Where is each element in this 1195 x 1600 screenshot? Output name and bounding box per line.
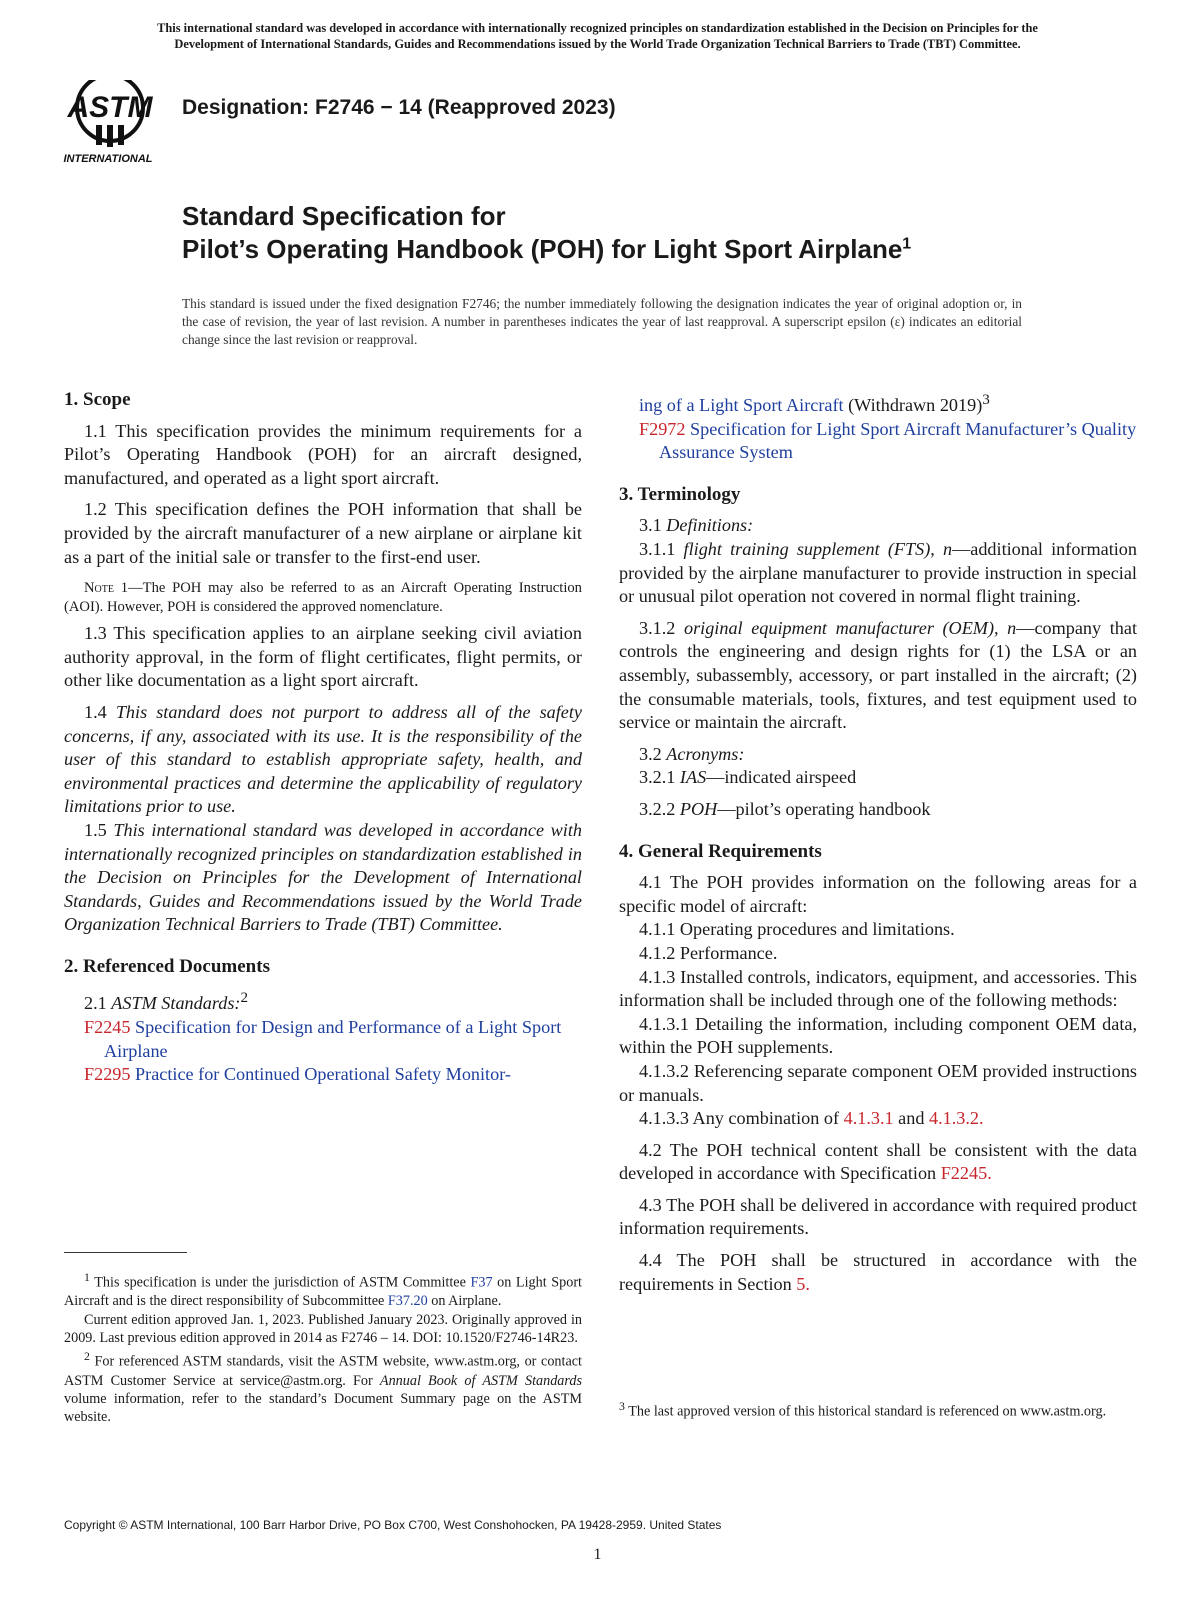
note-1-label: Note 1 [84, 580, 129, 597]
xref-4-1-3-1[interactable]: 4.1.3.1 [843, 1108, 894, 1129]
paragraph-1-3: 1.3 This specification applies to an airplane seeking civil aviation authority approval, in the form of flight certificates, flight permits, or other like documentation as a light sport aircraft. [64, 623, 582, 691]
footnotes-right [619, 1397, 1137, 1421]
reference-f2295-title-cont[interactable]: ing of a Light Sport Aircraft [639, 395, 844, 416]
paragraph-4-3: 4.3 The POH shall be delivered in accordance with required product information requirements. [619, 1194, 1137, 1239]
paragraph-1-5-text: This international standard was developed in accordance with internationally recognized principles on standardization established in the Decision on Principles for the Development of International Standards, Guides and Recommendations issued by the World Trade Organization Technical Barriers to Trade (TBT) Committee. [64, 819, 583, 935]
paragraph-4-1-3-3-end: . [978, 1108, 984, 1129]
footnotes-left [64, 1268, 582, 1427]
paragraph-3-2-text: Acronyms: [666, 743, 745, 764]
term-poh: POH [679, 798, 718, 819]
paragraph-3-1-number: 3.1 [639, 515, 662, 536]
footnote-2-text-a: For referenced ASTM standards, visit the ASTM website, www.astm.org, or contact ASTM Customer Service at service@astm.org. For [64, 1354, 582, 1389]
page-number: 1 [593, 1546, 602, 1563]
footnote-1-text-c: on Airplane. [427, 1293, 502, 1310]
intl-note-line-1: This international standard was developed in accordance with internationally recognized principles on standardization established in the Decision on Principles for the [157, 21, 1038, 35]
footnote-1-edition: Current edition approved Jan. 1, 2023. Published January 2023. Originally approved in 2009. Last previous edition approved in 2014 as F2746 – 14. DOI: 10.1520/F2746-14R23. [64, 1311, 582, 1346]
reference-f2295-title[interactable]: Practice for Continued Operational Safety Monitor- [135, 1064, 511, 1085]
paragraph-4-4-end: . [805, 1273, 810, 1294]
left-column [64, 388, 582, 1087]
xref-section-5[interactable]: 5 [796, 1273, 806, 1294]
paragraph-2-1-number: 2.1 [84, 993, 107, 1014]
paragraph-3-1-text: Definitions: [666, 515, 754, 536]
title-line-2-text: Pilot’s Operating Handbook (POH) for Light Sport Airplane [182, 234, 903, 264]
astm-logo-icon [60, 70, 170, 170]
footnote-divider [64, 1252, 187, 1253]
footnote-3-number: 3 [619, 1399, 625, 1413]
paragraph-3-2-2-number: 3.2.2 [639, 798, 676, 819]
paragraph-4-4-text: 4.4 The POH shall be structured in accordance with the requirements in Section [619, 1250, 1137, 1294]
title-line-2 [182, 233, 911, 266]
paragraph-3-2-number: 3.2 [639, 743, 662, 764]
paragraph-4-1-3-2: 4.1.3.2 Referencing separate component OEM provided instructions or manuals. [619, 1060, 1137, 1105]
copyright-line: Copyright © ASTM International, 100 Barr Harbor Drive, PO Box C700, West Conshohocken, PA 19428-2959. United States [64, 1518, 722, 1532]
subcommittee-f37-20-link[interactable]: F37.20 [387, 1293, 428, 1310]
committee-f37-link[interactable]: F37 [470, 1274, 493, 1291]
document-title [182, 200, 911, 266]
paragraph-3-1-1 [619, 538, 1137, 609]
reference-f2245-title[interactable]: Specification for Design and Performance of a Light Sport Airplane [104, 1017, 562, 1061]
footnote-1-text-a: This specification is under the jurisdiction of ASTM Committee [89, 1274, 471, 1291]
paragraph-1-5-number: 1.5 [84, 819, 107, 840]
issued-note: This standard is issued under the fixed designation F2746; the number immediately following the designation indicates the year of original adoption or, in the case of revision, the year of last revision. A number in parentheses indicates the year of last reapproval. A superscript epsilon (ε) indicates an editorial change since the last revision or reapproval. [182, 296, 1022, 347]
paragraph-4-1-3-3 [619, 1107, 1137, 1131]
paragraph-4-1: 4.1 The POH provides information on the following areas for a specific model of aircraft: [619, 872, 1137, 916]
reference-f2295-code[interactable]: F2295 [84, 1064, 131, 1085]
paragraph-1-4 [64, 701, 582, 819]
title-footnote-mark[interactable]: 1 [902, 235, 912, 253]
footnote-1-text-b: on Light Sport Aircraft and is the direct responsibility of Subcommittee [64, 1274, 582, 1310]
reference-f2295-continued [619, 388, 1137, 418]
paragraph-4-1-1: 4.1.1 Operating procedures and limitations. [639, 919, 955, 940]
term-ias: IAS [679, 767, 707, 788]
reference-f2245 [64, 1016, 582, 1063]
reference-f2245-code[interactable]: F2245 [84, 1017, 131, 1038]
reference-f2295-withdrawn: (Withdrawn 2019) [843, 395, 983, 416]
reference-f2972 [619, 418, 1137, 465]
paragraph-3-1-2 [619, 617, 1137, 735]
section-4-heading: 4. General Requirements [619, 840, 822, 862]
reference-f2972-title[interactable]: Specification for Light Sport Aircraft Manufacturer’s Quality Assurance System [659, 418, 1137, 463]
paragraph-4-1-2: 4.1.2 Performance. [639, 942, 778, 963]
footnote-3-mark[interactable]: 3 [982, 391, 990, 408]
term-oem: original equipment manufacturer (OEM), n [683, 617, 1017, 638]
paragraph-4-1-3-3-mid: and [893, 1108, 929, 1129]
section-2-heading: 2. Referenced Documents [64, 955, 270, 977]
designation: Designation: F2746 − 14 (Reapproved 2023) [182, 96, 616, 119]
note-1 [64, 579, 582, 616]
paragraph-4-1-3-3-text: 4.1.3.3 Any combination of [639, 1108, 844, 1129]
paragraph-3-2-1-number: 3.2.1 [639, 767, 676, 788]
paragraph-3-2 [619, 743, 1137, 767]
right-column [619, 388, 1137, 1296]
paragraph-2-1-text: ASTM Standards: [111, 993, 241, 1014]
footnote-3 [619, 1397, 1137, 1421]
xref-4-1-3-2[interactable]: 4.1.3.2 [928, 1108, 979, 1129]
paragraph-3-2-2 [619, 798, 1137, 822]
definition-ias: —indicated airspeed [706, 767, 857, 788]
definition-poh: —pilot’s operating handbook [717, 798, 931, 819]
paragraph-4-1-3: 4.1.3 Installed controls, indicators, equipment, and accessories. This information shall be included through one of the following methods: [619, 966, 1137, 1011]
footnote-2-number: 2 [84, 1349, 90, 1364]
footnote-2 [64, 1347, 582, 1426]
paragraph-1-4-number: 1.4 [84, 701, 107, 722]
footnote-2-mark[interactable]: 2 [240, 989, 249, 1007]
intl-note-line-2: Development of International Standards, Guides and Recommendations issued by the World Trade Organization Technical Barriers to Trade (TBT) Committee. [174, 37, 1021, 51]
section-3-heading: 3. Terminology [619, 483, 741, 505]
xref-f2245[interactable]: F2245 [940, 1163, 988, 1184]
paragraph-4-4 [619, 1249, 1137, 1296]
footnote-2-text-b: volume information, refer to the standard’s Document Summary page on the ASTM website. [64, 1390, 582, 1426]
paragraph-4-2-text: 4.2 The POH technical content shall be consistent with the data developed in accordance with Specification [619, 1139, 1137, 1184]
astm-logo [60, 70, 170, 170]
footnote-1-number: 1 [84, 1270, 90, 1284]
international-standard-note [60, 20, 1135, 52]
paragraph-3-1 [619, 514, 1137, 538]
section-1-heading: 1. Scope [64, 389, 131, 410]
paragraph-4-1-3-1: 4.1.3.1 Detailing the information, including component OEM data, within the POH supplements. [619, 1013, 1137, 1058]
footnote-1 [64, 1268, 582, 1311]
definition-fts: —additional information provided by the airplane manufacturer to provide instruction in special or unusual pilot operation not covered in normal flight training. [619, 539, 1137, 607]
title-line-1: Standard Specification for [182, 201, 506, 231]
footnote-2-book-title: Annual Book of ASTM Standards [379, 1372, 582, 1389]
reference-f2295 [64, 1063, 582, 1087]
paragraph-3-1-2-number: 3.1.2 [639, 617, 676, 638]
logo-text: ASTM [67, 91, 153, 124]
term-fts: flight training supplement (FTS), n [683, 539, 953, 560]
paragraph-1-4-text: This standard does not purport to address all of the safety concerns, if any, associated with its use. It is the responsibility of the user of this standard to establish appropriate safety, health, and environmental practices and determine the applicability of regulatory limitations prior to use. [64, 701, 583, 817]
paragraph-1-1: 1.1 This specification provides the minimum requirements for a Pilot’s Operating Handbook (POH) for an aircraft designed, manufactured, and operated as a light sport aircraft. [64, 420, 582, 488]
paragraph-4-2-end: . [987, 1163, 992, 1184]
paragraph-3-2-1 [619, 766, 1137, 790]
paragraph-1-5 [64, 819, 582, 937]
note-1-text: —The POH may also be referred to as an Aircraft Operating Instruction (AOI). However, POH is considered the approved nomenclature. [64, 580, 582, 615]
definition-oem: —company that controls the engineering and design rights for (1) the LSA or an assembly, subassembly, accessory, or part installed in the aircraft; (2) the consumable materials, tools, fixtures, and test equipment used to service or maintain the aircraft. [619, 617, 1137, 733]
paragraph-2-1 [64, 986, 582, 1016]
paragraph-3-1-1-number: 3.1.1 [639, 539, 676, 560]
reference-f2972-code[interactable]: F2972 [639, 418, 686, 439]
paragraph-1-2: 1.2 This specification defines the POH information that shall be provided by the aircraft manufacturer of a new airplane or airplane kit as a part of the initial sale or transfer to the first-end user. [64, 499, 582, 567]
footnote-3-text: The last approved version of this historical standard is referenced on www.astm.org. [624, 1403, 1107, 1420]
paragraph-4-2 [619, 1139, 1137, 1186]
logo-subtext: INTERNATIONAL [63, 153, 153, 165]
